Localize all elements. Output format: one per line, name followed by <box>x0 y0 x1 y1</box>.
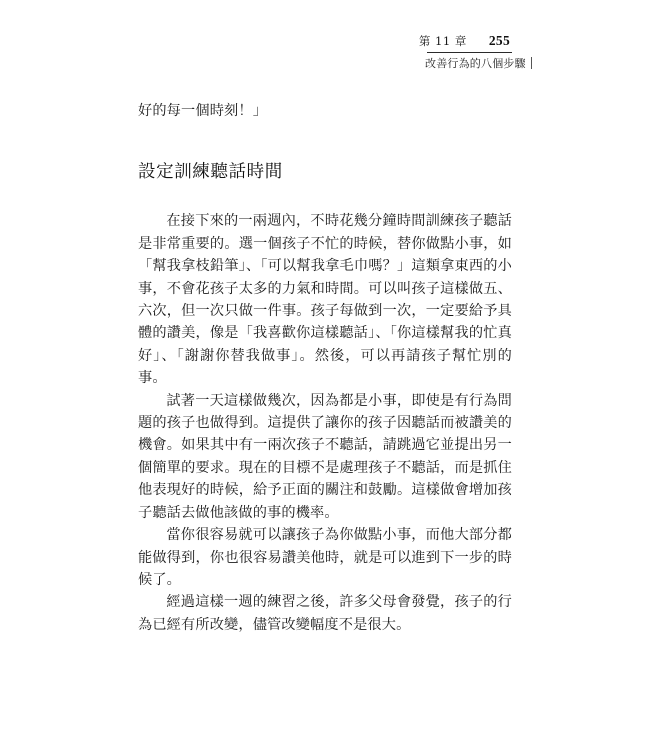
page-number: 255 <box>488 33 510 48</box>
page-header <box>138 33 526 73</box>
body-paragraph: 當你很容易就可以讓孩子為你做點小事，而他大部分都能做得到，你也很容易讚美他時，就是可以進到下一步的時候了。 <box>138 527 512 588</box>
page-content <box>138 100 512 636</box>
header-chapter-row <box>138 33 512 50</box>
spacer-before-heading <box>138 122 512 160</box>
header-divider-rule <box>427 52 512 53</box>
spacer-after-heading <box>138 184 512 210</box>
running-head-title: 改善行為的八個步驟 <box>425 57 526 70</box>
chapter-label: 第 11 章 <box>418 34 467 48</box>
body-paragraph: 在接下來的一兩週內，不時花幾分鐘時間訓練孩子聽話是非常重要的。選一個孩子不忙的時候，替你做點小事，如「幫我拿枝鉛筆」、「可以幫我拿毛巾嗎？」這類拿東西的小事，不會花孩子太多的力氣和時間。可以叫孩子這樣做五、六次，但一次只做一件事。孩子每做到一次，一定要給予具體的讚美，像是「我喜歡你這樣聽話」、「你這樣幫我的忙真好」、「謝謝你替我做事」。然後，可以再請孩子幫忙別的事。 <box>138 213 512 387</box>
continuation-text: 好的每一個時刻！」 <box>138 103 268 119</box>
header-runninghead-row <box>425 55 526 71</box>
running-head-bar-icon <box>531 57 532 69</box>
section-heading: 設定訓練聽話時間 <box>138 162 283 183</box>
body-paragraph: 試著一天這樣做幾次，因為都是小事，即使是有行為問題的孩子也做得到。這提供了讓你的孩子因聽話而被讚美的機會。如果其中有一兩次孩子不聽話，請跳過它並提出另一個簡單的要求。現在的目標不是處理孩子不聽話，而是抓住他表現好的時候，給予正面的關注和鼓勵。這樣做會增加孩子聽話去做他該做的事的機率。 <box>138 392 512 521</box>
body-paragraph: 經過這樣一週的練習之後，許多父母會發覺，孩子的行為已經有所改變，儘管改變幅度不是很大。 <box>138 594 512 633</box>
